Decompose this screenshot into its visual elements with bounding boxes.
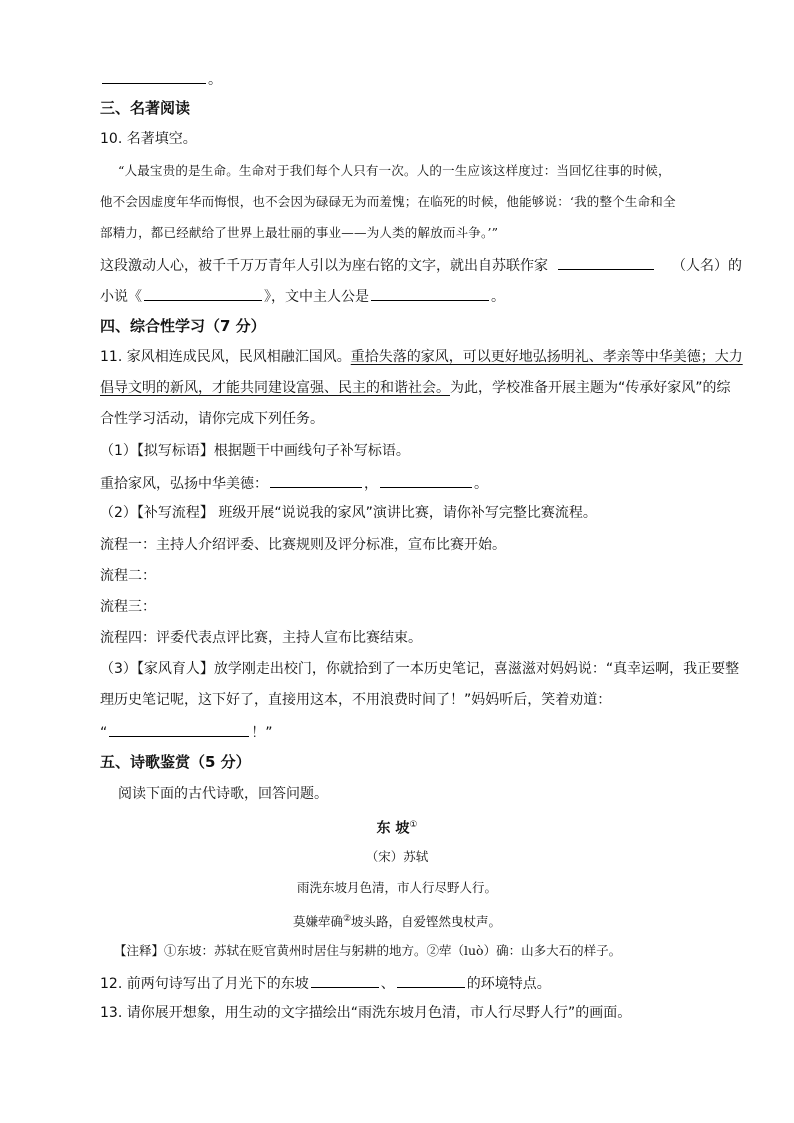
answer-blank[interactable] — [102, 68, 206, 84]
q11-line-2: 倡导文明的新风，才能共同建设富强、民主的和谐社会。为此，学校准备开展主题为“传承好家风”的综 — [100, 380, 731, 396]
q11-line-3: 合性学习活动，请你完成下列任务。 — [100, 411, 324, 427]
previous-answer-line: 。 — [100, 68, 222, 90]
poem-title: 东 坡① — [376, 820, 418, 837]
poem-line-1: 雨洗东坡月色清，市人行尽野人行。 — [296, 880, 497, 895]
section-4-heading: 四、综合性学习（7 分） — [100, 317, 266, 335]
section-5-heading: 五、诗歌鉴赏（5 分） — [100, 753, 251, 771]
slogan-blank-1[interactable] — [270, 472, 362, 488]
persuade-blank[interactable] — [109, 721, 249, 737]
section-3-heading: 三、名著阅读 — [100, 99, 191, 117]
poem-intro: 阅读下面的古代诗歌，回答问题。 — [118, 786, 328, 802]
slogan-blank-2[interactable] — [380, 472, 472, 488]
q13: 13. 请你展开想象，用生动的文字描绘出“雨洗东坡月色清，市人行尽野人行”的画面。 — [100, 1005, 632, 1021]
quote-line-1: “人最宝贵的是生命。生命对于我们每个人只有一次。人的一生应该这样度过：当回忆往事的时候， — [118, 163, 671, 178]
q12-blank-1[interactable] — [311, 972, 379, 988]
task-3-answer: “ ！” — [100, 721, 273, 743]
underlined-sentence: 倡导文明的新风，才能共同建设富强、民主的和谐社会。 — [100, 380, 450, 396]
poem-note: 【注释】①东坡：苏轼在贬官黄州时居住与躬耕的地方。②荦（luò）确：山多大石的样子。 — [114, 943, 622, 958]
author-blank[interactable] — [558, 254, 654, 270]
q10-fill-line-1: 这段激动人心，被千千万万青年人引以为座右铭的文字，就出自苏联作家 （人名）的 — [100, 254, 742, 276]
q12-blank-2[interactable] — [397, 972, 465, 988]
q10-label: 10. 名著填空。 — [100, 131, 197, 147]
poem-author: （宋）苏轼 — [365, 849, 429, 864]
quote-line-2: 他不会因虚度年华而悔恨，也不会因为碌碌无为而羞愧；在临死的时候，他能够说：‘我的整个生命和全 — [100, 194, 676, 209]
q12: 12. 前两句诗写出了月光下的东坡 、 的环境特点。 — [100, 972, 551, 994]
protagonist-blank[interactable] — [371, 285, 489, 301]
task-2: （2）【补写流程】 班级开展“说说我的家风”演讲比赛，请你补写完整比赛流程。 — [100, 505, 597, 521]
novel-blank[interactable] — [144, 285, 262, 301]
flow-2: 流程二： — [100, 568, 156, 584]
q11-line-1: 11. 家风相连成民风，民风相融汇国风。重拾失落的家风，可以更好地弘扬明礼、孝亲等中华美德；大力 — [100, 349, 743, 365]
task-1-fill: 重拾家风，弘扬中华美德： ， 。 — [100, 472, 488, 494]
flow-1: 流程一：主持人介绍评委、比赛规则及评分标准，宣布比赛开始。 — [100, 537, 506, 553]
q10-fill-line-2: 小说《 》，文中主人公是 。 — [100, 285, 505, 307]
task-3-line-2: 理历史笔记呢，这下好了，直接用这本，不用浪费时间了！”妈妈听后，笑着劝道： — [100, 692, 612, 708]
task-3-line-1: （3）【家风育人】放学刚走出校门，你就拾到了一本历史笔记，喜滋滋对妈妈说：“真幸运啊，我正要整 — [100, 661, 740, 677]
underlined-sentence: 重拾失落的家风，可以更好地弘扬明礼、孝亲等中华美德；大力 — [350, 349, 743, 365]
flow-3: 流程三： — [100, 599, 156, 615]
flow-4: 流程四：评委代表点评比赛，主持人宣布比赛结束。 — [100, 630, 422, 646]
task-1: （1）【拟写标语】根据题干中画线句子补写标语。 — [100, 443, 410, 459]
poem-line-2: 莫嫌荦确②坡头路，自爱铿然曳杖声。 — [292, 914, 502, 930]
quote-line-3: 部精力，都已经献给了世界上最壮丽的事业——为人类的解放而斗争。’” — [100, 225, 499, 240]
